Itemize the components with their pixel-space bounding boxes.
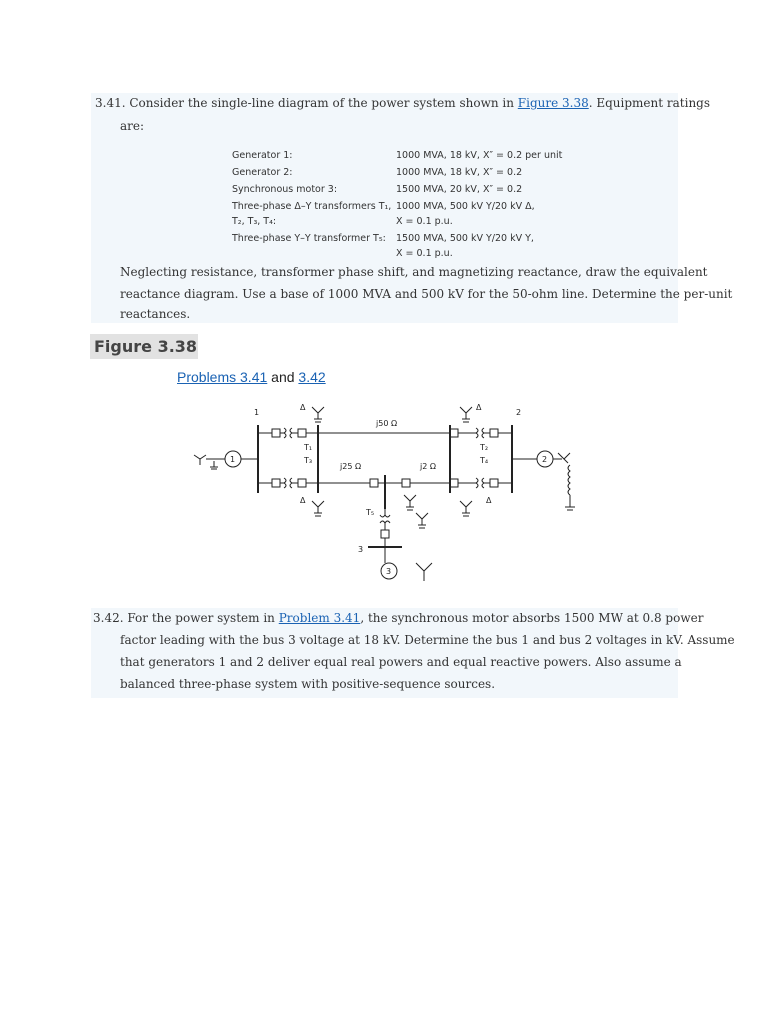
problem-number: 3.42. (93, 611, 124, 625)
problem-3-41-link[interactable]: Problem 3.41 (278, 611, 361, 625)
breaker-icon (298, 479, 306, 487)
problem-text-line: factor leading with the bus 3 voltage at 18 kV. Determine the bus 1 and bus 2 voltages in kV. Assume (120, 633, 735, 647)
problem-text-tail: . Equipment ratings (588, 96, 711, 110)
problem-text-line: reactances. (120, 307, 191, 321)
wye-ground-icon (416, 513, 428, 528)
rating-value: 1000 MVA, 18 kV, X″ = 0.2 (396, 167, 523, 178)
breaker-icon (272, 429, 280, 437)
problem-text-line: reactance diagram. Use a base of 1000 MVA and 500 kV for the 50-ohm line. Determine the per-unit (120, 287, 733, 301)
transformer-t4-icon (476, 478, 484, 488)
problem-text: For the power system in (127, 611, 275, 625)
figure-title: Figure 3.38 (90, 334, 198, 359)
rating-value: X = 0.1 p.u. (396, 248, 453, 259)
bus-2-label: 2 (516, 408, 522, 417)
breaker-icon (272, 479, 280, 487)
wye-ground-icon (460, 501, 472, 516)
rating-value: 1000 MVA, 18 kV, X″ = 0.2 per unit (396, 150, 563, 161)
transformer-t5-icon (380, 515, 390, 523)
t4-label: T₄ (480, 456, 489, 465)
rating-label: Generator 1: (232, 150, 293, 161)
breaker-icon (381, 530, 389, 538)
breaker-icon (370, 479, 378, 487)
t1-label: T₁ (304, 443, 313, 452)
rating-label: T₂, T₃, T₄: (232, 216, 277, 227)
bus-1-label: 1 (254, 408, 260, 417)
wye-ground-icon (460, 407, 472, 422)
delta-label: Δ (486, 496, 492, 505)
t5-label: T₅ (366, 508, 375, 517)
line-2-label: j2 Ω (420, 462, 436, 471)
problem-3-41-link[interactable]: Problems 3.41 (177, 369, 268, 385)
caption-and: and (271, 369, 295, 385)
line-50-label: j50 Ω (376, 419, 398, 428)
rating-value: 1500 MVA, 500 kV Y/20 kV Y, (396, 233, 534, 244)
rating-label: Synchronous motor 3: (232, 184, 338, 195)
rating-label: Three-phase Y–Y transformer T₅: (232, 233, 386, 244)
wye-ground-icon (404, 495, 416, 510)
problem-3-42-intro (93, 608, 703, 629)
breaker-icon (450, 479, 458, 487)
delta-label: Δ (300, 496, 306, 505)
problem-number: 3.41. (95, 96, 126, 110)
figure-caption (177, 369, 326, 385)
rating-value: X = 0.1 p.u. (396, 216, 453, 227)
problem-3-41-intro (95, 93, 710, 114)
breaker-icon (490, 479, 498, 487)
problem-text: Consider the single-line diagram of the power system shown in (129, 96, 514, 110)
ground-icon (194, 455, 218, 469)
bus-3-label: 3 (358, 545, 364, 554)
problem-text-continuation: are: (120, 119, 145, 133)
t3-label: T₃ (304, 456, 313, 465)
transformer-t2-icon (476, 428, 484, 438)
problem-text-line: balanced three-phase system with positive-sequence sources. (120, 677, 496, 691)
figure-3-38-link[interactable]: Figure 3.38 (517, 96, 589, 110)
generator-2-label: 2 (542, 455, 548, 464)
transformer-t3-icon (284, 478, 292, 488)
grounding-reactor-icon (565, 465, 575, 510)
t2-label: T₂ (480, 443, 489, 452)
problem-text-tail: , the synchronous motor absorbs 1500 MW at 0.8 power (360, 611, 704, 625)
breaker-icon (490, 429, 498, 437)
breaker-icon (450, 429, 458, 437)
wye-icon (416, 563, 432, 581)
problem-3-42-link[interactable]: 3.42 (298, 369, 326, 385)
breaker-icon (298, 429, 306, 437)
wye-ground-icon (312, 501, 324, 516)
problem-text-line: Neglecting resistance, transformer phase shift, and magnetizing reactance, draw the equivalent (120, 265, 708, 279)
generator-1-label: 1 (230, 455, 236, 464)
delta-label: Δ (300, 403, 306, 412)
motor-3-label: 3 (386, 567, 392, 576)
wye-icon (558, 453, 570, 463)
transformer-t1-icon (284, 428, 292, 438)
breaker-icon (402, 479, 410, 487)
delta-label: Δ (476, 403, 482, 412)
wye-ground-icon (312, 407, 324, 422)
line-25-label: j25 Ω (340, 462, 362, 471)
rating-label: Generator 2: (232, 167, 293, 178)
rating-value: 1000 MVA, 500 kV Y/20 kV Δ, (396, 201, 535, 212)
problem-text-line: that generators 1 and 2 deliver equal real powers and equal reactive powers. Also assume a (120, 655, 682, 669)
single-line-diagram (180, 395, 600, 585)
rating-value: 1500 MVA, 20 kV, X″ = 0.2 (396, 184, 523, 195)
rating-label: Three-phase Δ–Y transformers T₁, (232, 201, 392, 212)
